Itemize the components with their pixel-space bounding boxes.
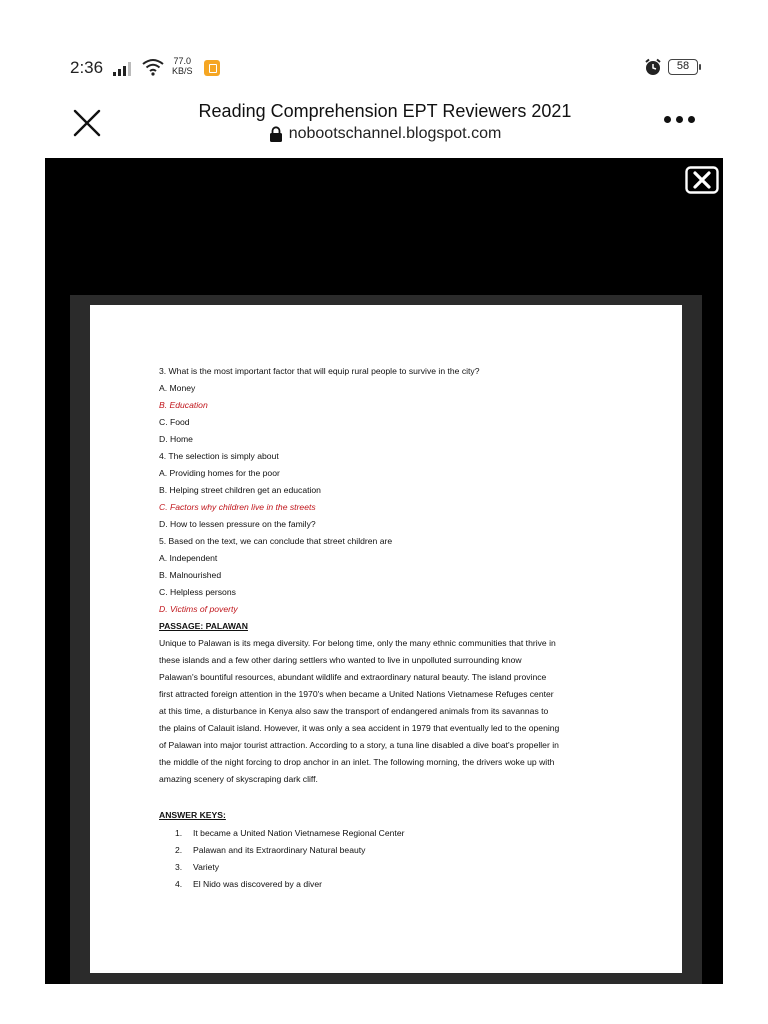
passage-heading: PASSAGE: PALAWAN — [159, 621, 248, 631]
status-time: 2:36 — [70, 58, 104, 77]
answer-key-number: 4. — [175, 879, 183, 889]
passage-line: Palawan's bountiful resources, abundant wildlife and extraordinary natural beauty. The island province — [159, 672, 547, 682]
answer-key-text: Variety — [193, 862, 220, 872]
close-icon — [685, 166, 719, 194]
answer-keys-heading: ANSWER KEYS: — [159, 810, 226, 820]
answer-key-text: Palawan and its Extraordinary Natural beauty — [193, 845, 366, 855]
close-icon — [70, 106, 104, 140]
option-line: B. Malnourished — [159, 570, 222, 580]
option-line: A. Independent — [159, 553, 218, 563]
answer-key-text: El Nido was discovered by a diver — [193, 879, 322, 889]
question-line: 3. What is the most important factor that will equip rural people to survive in the city? — [159, 366, 480, 376]
close-button[interactable] — [70, 106, 104, 140]
document-frame — [70, 295, 702, 984]
passage-line: amazing scenery of skyscraping dark cliff. — [159, 774, 318, 784]
passage-line: these islands and a few other daring settlers who wanted to live in unpolluted surrounding know — [159, 655, 522, 665]
title-block — [150, 100, 620, 143]
answer-key-item — [159, 859, 659, 876]
image-viewer-overlay — [45, 158, 723, 984]
answer-line: B. Education — [159, 400, 208, 410]
option-line: D. How to lessen pressure on the family? — [159, 519, 316, 529]
notification-app-icon — [204, 60, 220, 76]
network-speed-unit: KB/S — [172, 66, 193, 76]
status-bar — [0, 0, 768, 96]
answer-key-item — [159, 876, 659, 893]
signal-icon — [113, 62, 135, 76]
lock-icon — [269, 126, 283, 142]
passage-line: the plains of Calauit island. However, it was only a sea accident in 1979 that eventually led to the opening — [159, 723, 560, 733]
answer-key-number: 1. — [175, 828, 183, 838]
answer-key-text: It became a United Nation Vietnamese Regional Center — [193, 828, 405, 838]
passage-line: Unique to Palawan is its mega diversity. For belong time, only the many ethnic communities that thrive in — [159, 638, 556, 648]
option-line: C. Food — [159, 417, 190, 427]
passage-line: first attracted foreign attention in the 1970's when became a United Nations Vietnamese Refuges center — [159, 689, 554, 699]
page-url: nobootschannel.blogspot.com — [288, 125, 502, 142]
option-line: D. Home — [159, 434, 193, 444]
alarm-icon — [644, 58, 662, 76]
more-dot-icon — [688, 116, 695, 123]
document-page[interactable] — [90, 305, 682, 973]
answer-line: D. Victims of poverty — [159, 604, 238, 614]
answer-key-item — [159, 842, 659, 859]
passage-paragraph — [159, 635, 659, 788]
answer-key-number: 3. — [175, 862, 183, 872]
more-options-button[interactable] — [664, 116, 700, 128]
passage-line: the middle of the night forcing to drop anchor in an inlet. The following morning, the drivers woke up with — [159, 757, 555, 767]
question-line: 4. The selection is simply about — [159, 451, 279, 461]
answer-key-item — [159, 825, 659, 842]
overlay-close-button[interactable] — [685, 166, 719, 194]
network-speed — [172, 56, 193, 76]
option-line: B. Helping street children get an education — [159, 485, 321, 495]
network-speed-value: 77.0 — [173, 56, 192, 66]
passage-line: of Palawan into major tourist attraction. According to a story, a tuna line disabled a dive boat's propeller in — [159, 740, 559, 750]
answer-line: C. Factors why children live in the streets — [159, 502, 316, 512]
battery-indicator: 58 — [668, 59, 698, 75]
page-title: Reading Comprehension EPT Reviewers 2021 — [198, 101, 572, 121]
more-dot-icon — [664, 116, 671, 123]
option-line: A. Providing homes for the poor — [159, 468, 280, 478]
option-line: C. Helpless persons — [159, 587, 236, 597]
url-row — [150, 125, 620, 143]
more-dot-icon — [676, 116, 683, 123]
passage-line: at this time, a disturbance in Kenya also saw the transport of endangered animals from its savannas to — [159, 706, 549, 716]
answer-key-number: 2. — [175, 845, 183, 855]
question-line: 5. Based on the text, we can conclude that street children are — [159, 536, 393, 546]
spacer — [159, 788, 659, 805]
document-content — [159, 363, 659, 893]
wifi-icon — [142, 58, 164, 76]
option-line: A. Money — [159, 383, 196, 393]
